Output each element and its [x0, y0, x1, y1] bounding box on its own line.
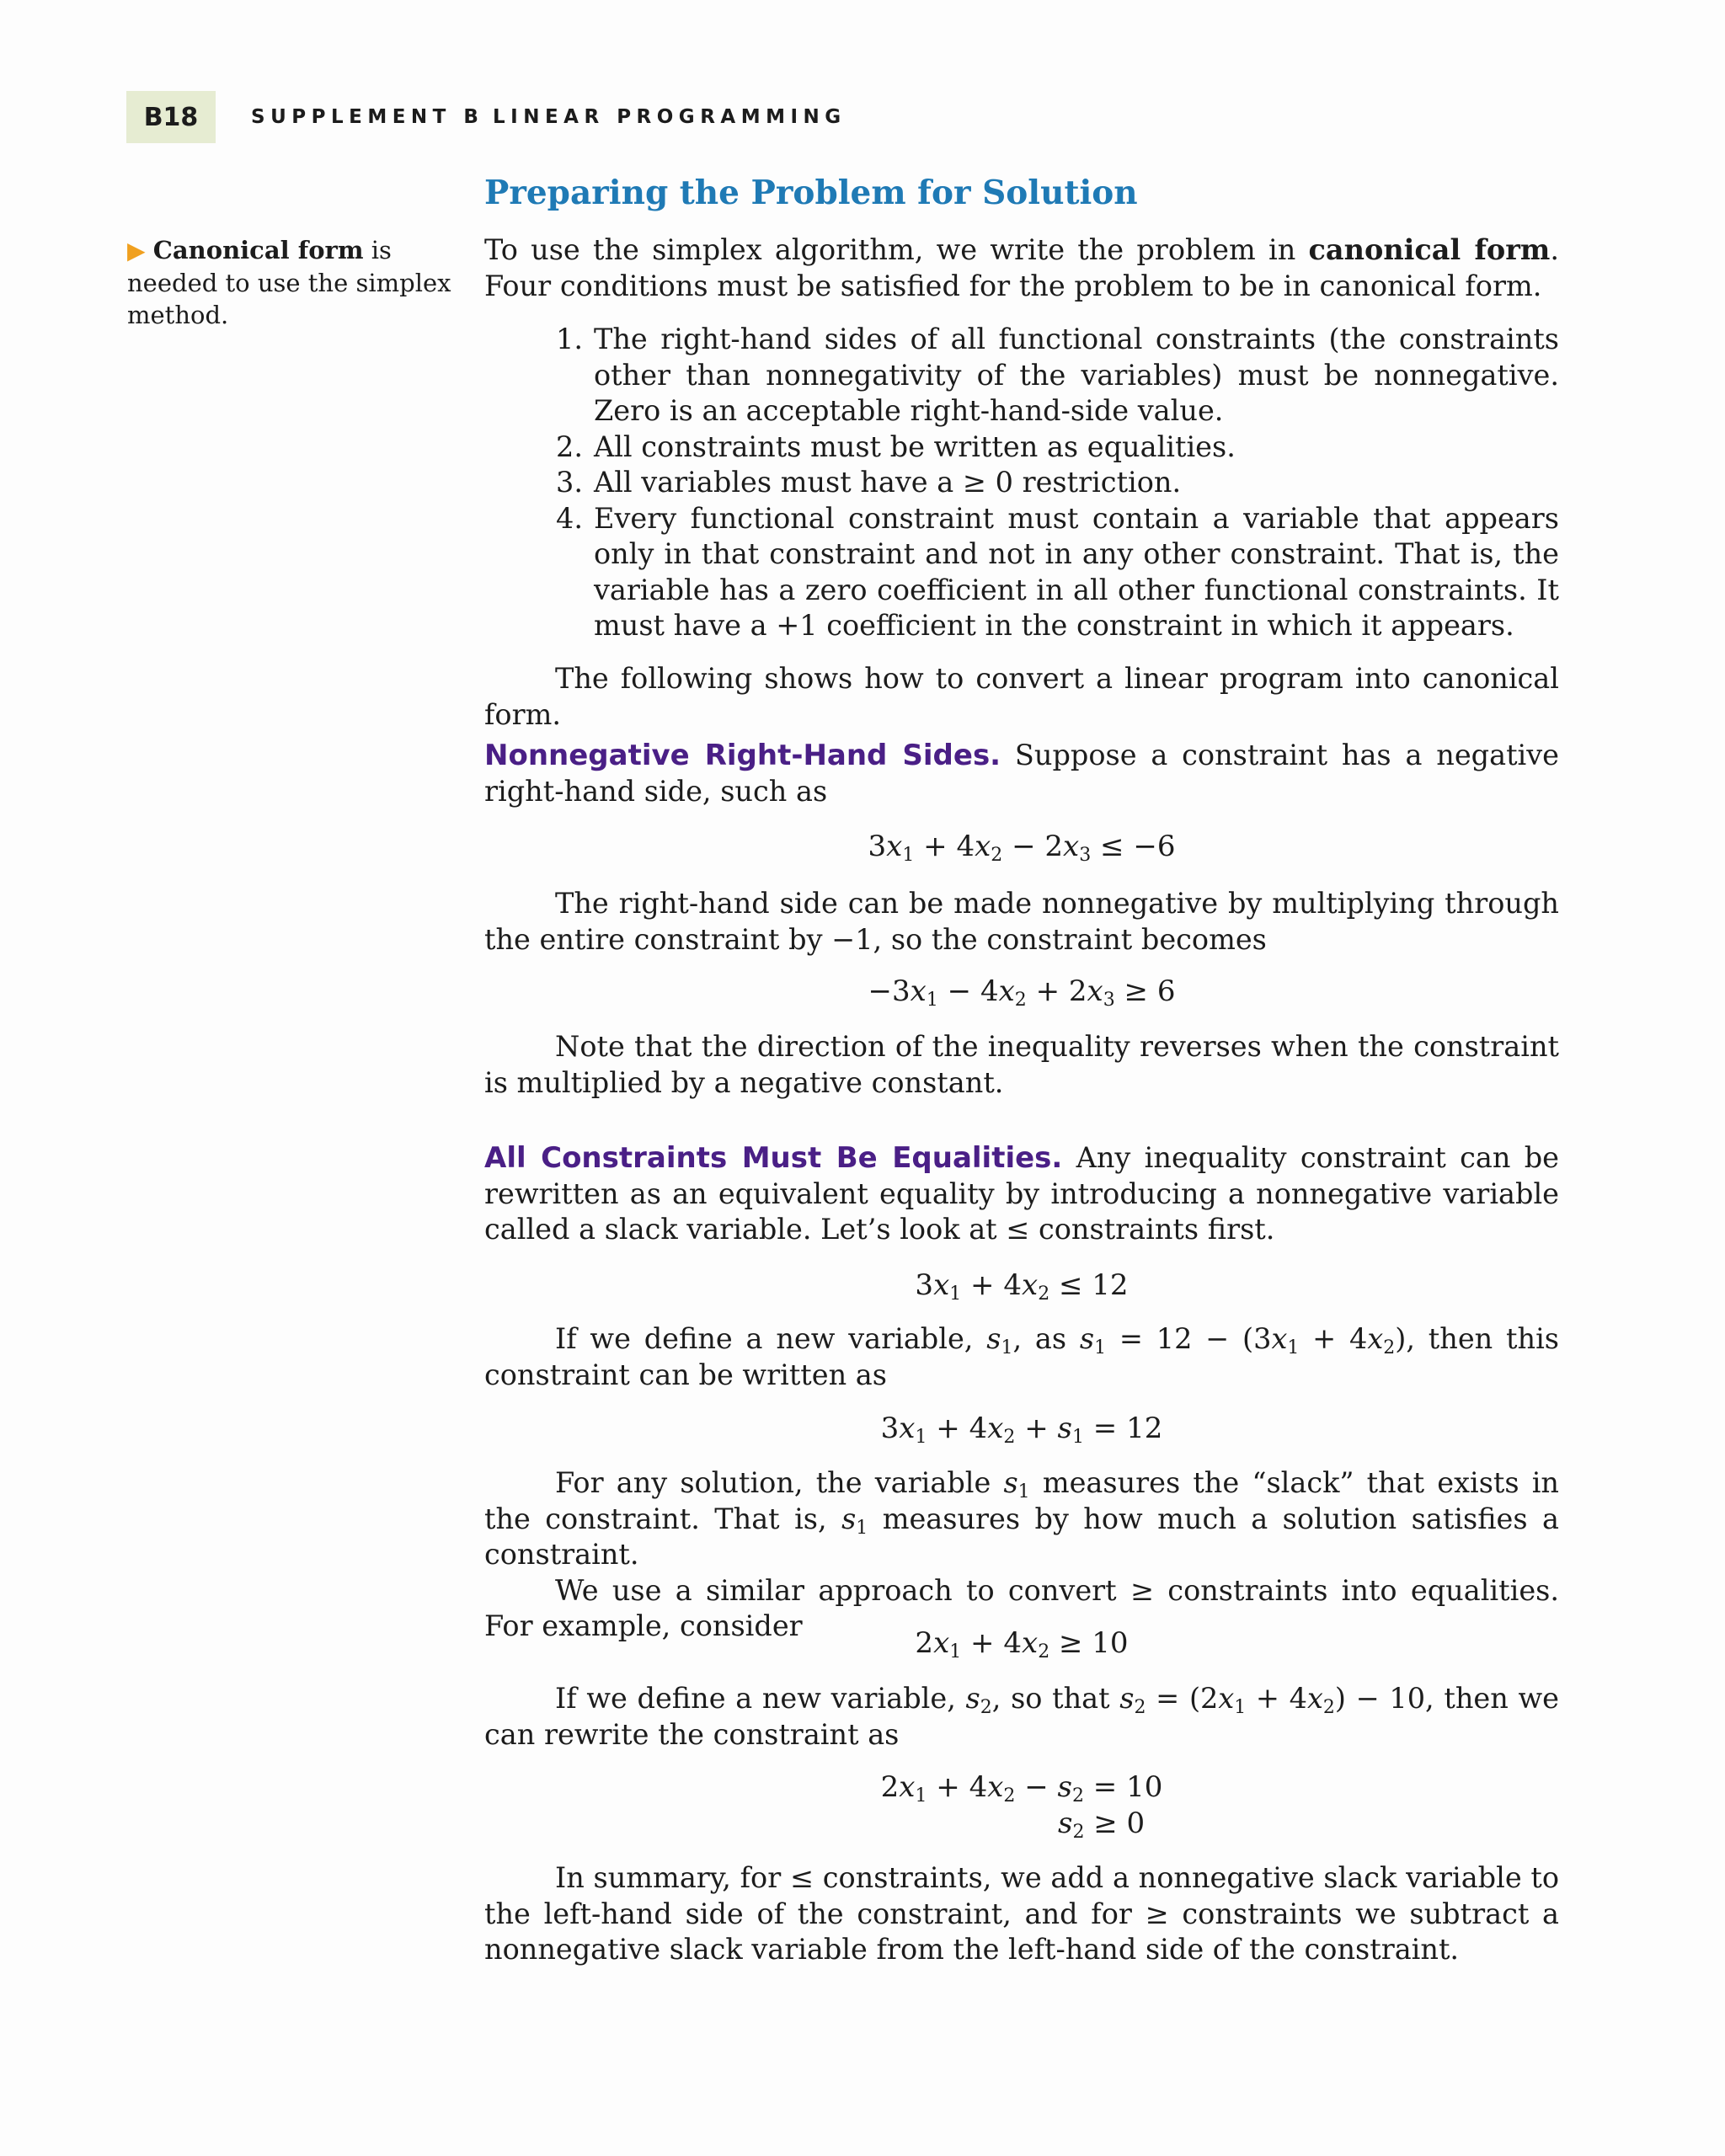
list-number: 1.: [556, 323, 583, 355]
margin-note-text: is needed to use the simplex method.: [127, 236, 451, 329]
running-header-chapter: LINEAR PROGRAMMING: [493, 106, 846, 128]
list-text: All variables must have a ≥ 0 restriction.: [594, 466, 1182, 499]
list-text: The right-hand sides of all functional constraints (the constraints other than nonnegativity of the variables) must be nonnegative. Zero is an acceptable right-hand-side value.: [594, 323, 1559, 427]
list-text: All constraints must be written as equalities.: [594, 430, 1236, 463]
equalities-paragraph-5: If we define a new variable, $s_2$, so that $s_2 = (2x_1 + 4x_2) - 10$, then we can rewrite the constraint as: [484, 1682, 1560, 1751]
equalities-paragraph: [484, 1140, 1559, 1248]
intro-bold-term: canonical form: [1308, 233, 1551, 266]
conditions-list: [556, 322, 1559, 644]
margin-note-bold: Canonical form: [152, 236, 364, 264]
list-item: [556, 322, 1559, 430]
intro-text-end: . Four conditions must be satisfied for the problem to be in canonical form.: [484, 233, 1559, 302]
summary-text: In summary, for ≤ constraints, we add a nonnegative slack variable to the left-hand side of the constraint, and for ≥ constraints we subtract a nonnegative slack variable from the left-hand side of the constraint.: [484, 1861, 1559, 1966]
list-number: 4.: [556, 501, 583, 535]
list-number: 3.: [556, 466, 583, 499]
list-item: [556, 430, 1559, 466]
following-text: The following shows how to convert a linear program into canonical form.: [484, 662, 1559, 731]
summary-paragraph: [484, 1860, 1559, 1968]
nonneg-paragraph: [484, 738, 1559, 809]
list-item: [556, 501, 1559, 644]
equation-5: $2x_1 + 4x_2 \ge 10$: [915, 1626, 1129, 1662]
section-title: Preparing the Problem for Solution: [484, 173, 1138, 212]
equation-7: $s_2 \ge 0$: [1058, 1806, 1146, 1843]
equation-3: $3x_1 + 4x_2 \le 12$: [915, 1268, 1129, 1305]
list-text: Every functional constraint must contain a variable that appears only in that constraint and not in any other constraint. That is, the variable has a zero coefficient in all other functional constraints. It must have a +1 coefficient in the constraint in which it appears.: [594, 501, 1559, 642]
equalities-text-4: We use a similar approach to convert ≥ constraints into equalities. For example, consider: [484, 1573, 1559, 1642]
list-item: [556, 465, 1559, 501]
equation-2: $-3x_1 - 4x_2 + 2x_3 \ge 6$: [868, 974, 1176, 1011]
intro-paragraph: [484, 232, 1559, 304]
page-number: B18: [126, 91, 216, 143]
nonneg-text: Suppose a constraint has a negative right-hand side, such as: [484, 739, 1559, 808]
equation-4: $3x_1 + 4x_2 + s_1 = 12$: [880, 1412, 1163, 1448]
margin-note: [127, 234, 456, 331]
equation-6: $2x_1 + 4x_2 - s_2 = 10$: [880, 1770, 1163, 1806]
following-paragraph: [484, 661, 1559, 733]
nonneg-text-3: Note that the direction of the inequality reverses when the constraint is multiplied by a negative constant.: [484, 1030, 1559, 1099]
nonneg-paragraph-2: [484, 886, 1559, 958]
nonneg-text-2: The right-hand side can be made nonnegative by multiplying through the entire constraint by −1, so the constraint becomes: [484, 887, 1559, 956]
equalities-heading: All Constraints Must Be Equalities.: [484, 1141, 1063, 1175]
nonneg-heading: Nonnegative Right-Hand Sides.: [484, 739, 1001, 772]
equalities-text: Any inequality constraint can be rewritten as an equivalent equality by introducing a nonnegative variable called a slack variable. Let’s look at ≤ constraints first.: [484, 1141, 1559, 1246]
list-number: 2.: [556, 430, 583, 463]
triangle-marker-icon: ▶: [127, 237, 146, 264]
equation-1: $3x_1 + 4x_2 - 2x_3 \le -6$: [868, 830, 1176, 866]
equalities-paragraph-2: If we define a new variable, $s_1$, as $s_1 = 12 - (3x_1 + 4x_2)$, then this constraint can be written as: [484, 1322, 1559, 1391]
equalities-paragraph-3: For any solution, the variable $s_1$ measures the “slack” that exists in the constraint. That is, $s_1$ measures by how much a solution satisfies a constraint. We use a similar approach to convert ≥ constraints into equalities. For example, consider: [484, 1465, 1559, 1645]
nonneg-paragraph-3: [484, 1029, 1559, 1101]
intro-text: To use the simplex algorithm, we write the problem in: [484, 233, 1309, 266]
running-header-supplement: SUPPLEMENT B: [251, 106, 484, 128]
